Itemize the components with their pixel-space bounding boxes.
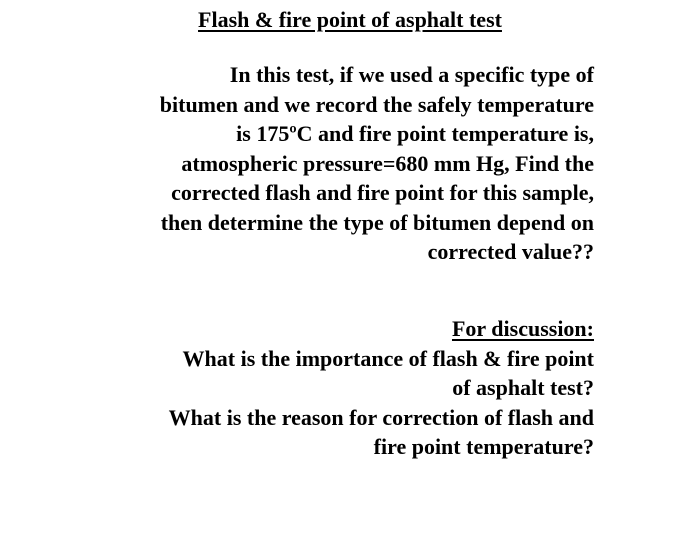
question-line: corrected value?? <box>427 239 594 264</box>
page-title: Flash & fire point of asphalt test <box>198 7 502 32</box>
question-line: bitumen and we record the safely temperature <box>159 91 594 117</box>
discussion-line: What is the importance of flash & fire point <box>182 345 594 371</box>
question-line: atmospheric pressure=680 mm Hg, Find the <box>181 150 594 176</box>
question-line: is 175ºC and fire point temperature is, <box>236 121 594 146</box>
discussion-line: of asphalt test? <box>452 375 594 400</box>
question-line: corrected flash and fire point for this sample, <box>171 180 594 205</box>
question-line: In this test, if we used a specific type of <box>229 62 594 87</box>
question-line: then determine the type of bitumen depend on <box>160 209 594 235</box>
discussion-line: fire point temperature? <box>373 434 594 459</box>
discussion-heading: For discussion: <box>451 316 594 341</box>
discussion-line: What is the reason for correction of flash and <box>168 404 594 430</box>
discussion-section <box>94 314 594 462</box>
question-paragraph <box>94 60 594 267</box>
